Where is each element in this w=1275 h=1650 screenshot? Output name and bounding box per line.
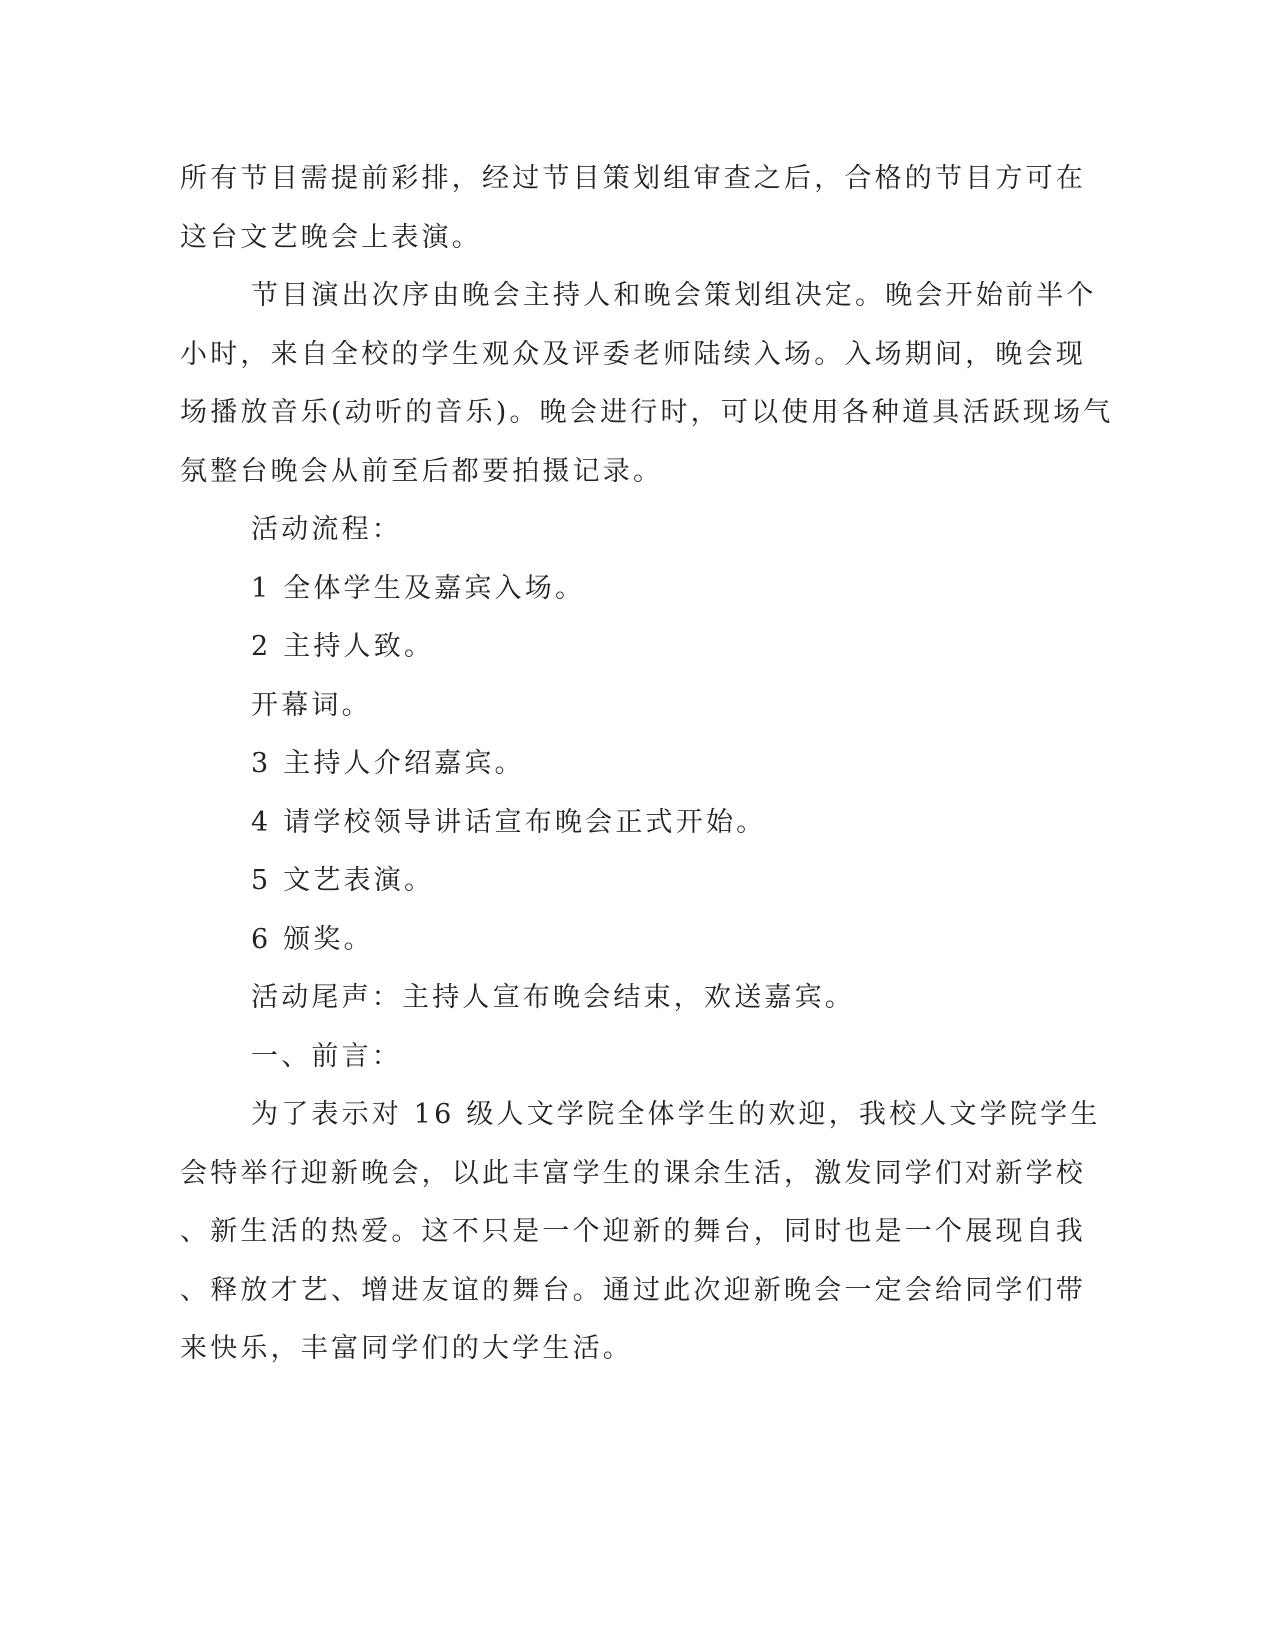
text-line: 小时，来自全校的学生观众及评委老师陆续入场。入场期间，晚会现	[180, 338, 1086, 370]
document-page	[180, 150, 1114, 1379]
list-item: 4 请学校领导讲话宣布晚会正式开始。	[251, 806, 767, 838]
text-line: 氛整台晚会从前至后都要拍摄记录。	[180, 455, 664, 487]
section-heading: 活动流程：	[251, 514, 402, 545]
text-line: 、新生活的热爱。这不只是一个迎新的舞台，同时也是一个展现自我	[180, 1216, 1086, 1247]
text-line: 活动尾声：主持人宣布晚会结束，欢送嘉宾。	[251, 982, 855, 1013]
list-item: 5 文艺表演。	[251, 865, 435, 896]
list-item: 开幕词。	[251, 689, 372, 721]
text-line: 场播放音乐(动听的音乐)。晚会进行时，可以使用各种道具活跃现场气	[180, 397, 1114, 428]
list-item: 3 主持人介绍嘉宾。	[251, 748, 525, 779]
text-line: 所有节目需提前彩排，经过节目策划组审查之后，合格的节目方可在	[180, 163, 1086, 194]
text-line: 、释放才艺、增进友谊的舞台。通过此次迎新晚会一定会给同学们带	[180, 1274, 1086, 1306]
text-line: 为了表示对 16 级人文学院全体学生的欢迎，我校人文学院学生	[251, 1099, 1101, 1130]
list-item: 6 颁奖。	[251, 923, 374, 955]
text-line: 这台文艺晚会上表演。	[180, 221, 482, 253]
list-item: 2 主持人致。	[251, 631, 435, 662]
section-heading: 一、前言：	[251, 1040, 402, 1072]
list-item: 1 全体学生及嘉宾入场。	[251, 572, 586, 604]
text-line: 节目演出次序由晚会主持人和晚会策划组决定。晚会开始前半个	[251, 280, 1097, 311]
text-line: 来快乐，丰富同学们的大学生活。	[180, 1333, 633, 1364]
text-line: 会特举行迎新晚会，以此丰富学生的课余生活，激发同学们对新学校	[180, 1157, 1086, 1189]
